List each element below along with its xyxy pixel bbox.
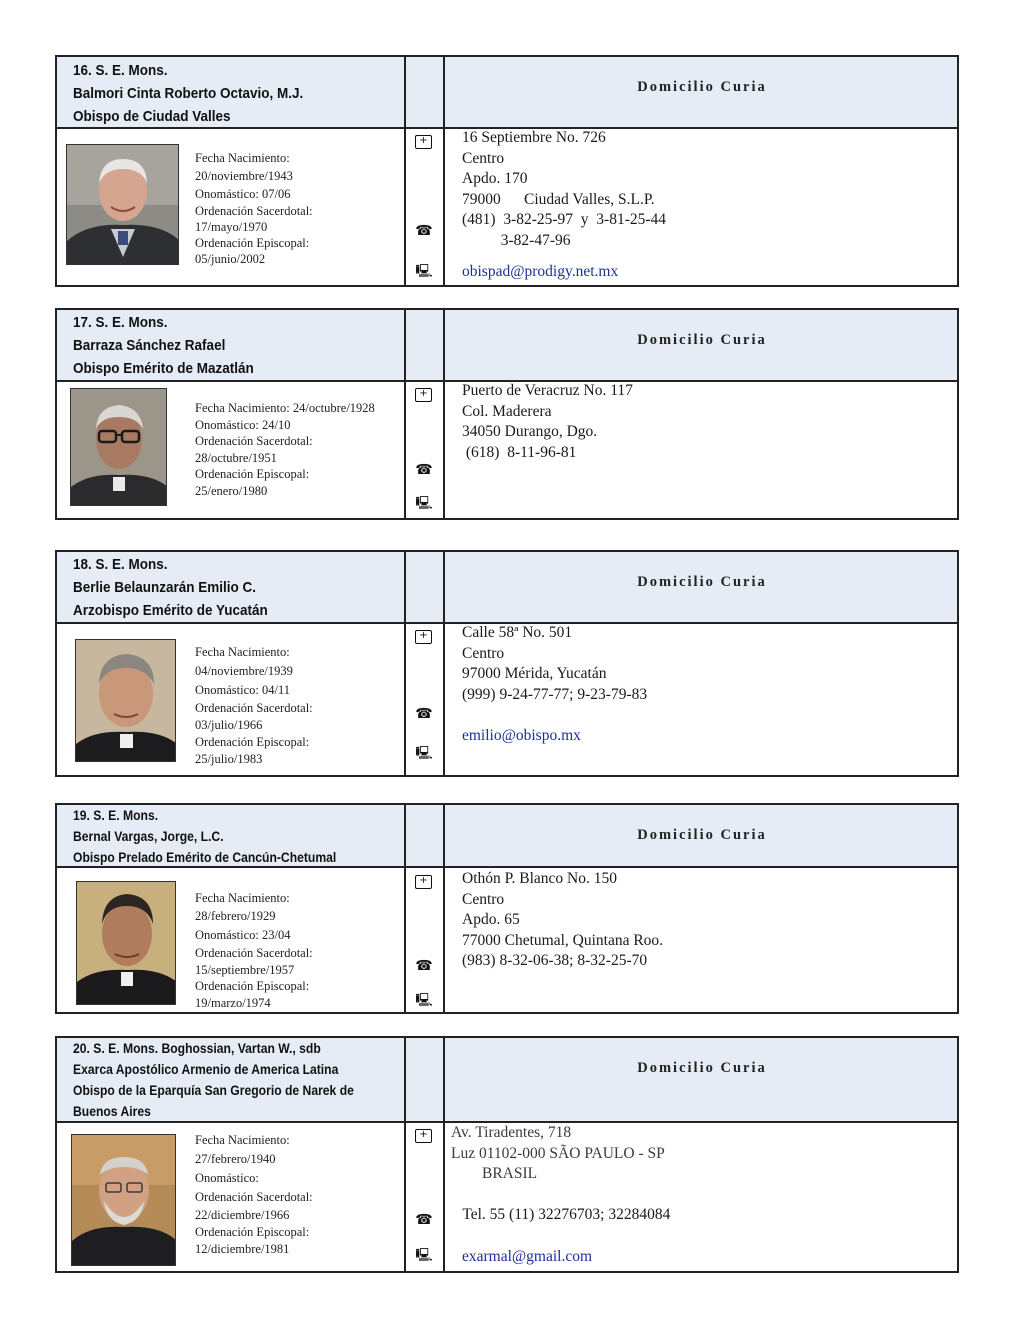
bishop-entry-20: [55, 1036, 959, 1273]
bishop-title: Exarca Apostólico Armenio de America Latina: [73, 1062, 339, 1077]
bishop-title: Obispo de la Eparquía San Gregorio de Narek de: [73, 1083, 354, 1098]
ordination-bishop-label: Ordenación Episcopal:: [195, 979, 310, 993]
ordination-priest-label: Ordenación Sacerdotal:: [195, 1189, 313, 1204]
entry-number: 19. S. E. Mons.: [73, 808, 159, 823]
domicilio-label: Domicilio Curia: [637, 332, 767, 348]
bishop-name: Berlie Belaunzarán Emilio C.: [73, 579, 257, 596]
address-line: Col. Maderera: [462, 402, 552, 420]
phone-numbers: 3-82-47-96: [462, 231, 571, 249]
bishop-name: Balmori Cinta Roberto Octavio, M.J.: [73, 85, 304, 102]
portrait-image: [67, 145, 179, 265]
ordination-priest-date: 28/octubre/1951: [195, 450, 277, 465]
bishop-entry-17: [55, 308, 959, 520]
onomastico: Onomástico: 24/10: [195, 417, 291, 432]
divider: [404, 1038, 406, 1271]
ordination-priest-label: Ordenación Sacerdotal:: [195, 700, 313, 715]
ordination-bishop-date: 19/marzo/1974: [195, 995, 271, 1010]
birth-date: 27/febrero/1940: [195, 1151, 276, 1166]
address-block: [462, 623, 647, 747]
address-line: Calle 58ª No. 501: [462, 624, 573, 641]
onomastico: Onomástico: 07/06: [195, 187, 291, 201]
divider: [443, 57, 445, 285]
address-line: Centro: [462, 890, 505, 908]
address-block: [462, 869, 663, 972]
bishop-title: Arzobispo Emérito de Yucatán: [73, 602, 268, 619]
computer-icon: 🖳: [415, 264, 433, 279]
address-line: 16 Septiembre No. 726: [462, 129, 606, 146]
divider: [443, 1038, 445, 1271]
phone-numbers: (481) 3-82-25-97 y 3-81-25-44: [462, 211, 667, 229]
ordination-bishop-label: Ordenación Episcopal:: [195, 1225, 310, 1239]
entry-header: [57, 310, 957, 382]
ordination-priest-date: 22/diciembre/1966: [195, 1208, 290, 1222]
ordination-priest-date: 03/julio/1966: [195, 717, 263, 732]
phone-icon: ☎: [415, 706, 433, 722]
mail-icon: +: [415, 875, 432, 889]
onomastico: Onomástico: 04/11: [195, 682, 291, 697]
divider: [443, 552, 445, 775]
birth-date-label: Fecha Nacimiento:: [195, 891, 290, 905]
mail-icon: +: [415, 1129, 432, 1143]
divider: [443, 310, 445, 518]
phone-icon: ☎: [415, 223, 433, 239]
domicilio-label: Domicilio Curia: [637, 1060, 767, 1076]
phone-numbers: (618) 8-11-96-81: [462, 443, 577, 461]
bio-details: [195, 400, 375, 499]
portrait-image: [72, 1135, 176, 1266]
entry-header: [57, 552, 957, 624]
onomastico: Onomástico:: [195, 1170, 259, 1185]
domicilio-label: Domicilio Curia: [637, 827, 767, 843]
domicilio-label: Domicilio Curia: [637, 574, 767, 590]
address-line: 34050 Durango, Dgo.: [462, 423, 598, 441]
address-line: Centro: [462, 644, 505, 662]
mail-icon: +: [415, 135, 432, 149]
bio-details: [195, 1131, 313, 1258]
birth-date-label: Fecha Nacimiento:: [195, 151, 290, 165]
bishop-title: Obispo de Ciudad Valles: [73, 108, 231, 125]
entry-number: 18. S. E. Mons.: [73, 556, 168, 573]
address-line: 79000 Ciudad Valles, S.L.P.: [462, 190, 655, 208]
bishop-title: Buenos Aires: [73, 1104, 151, 1119]
email-link[interactable]: obispad@prodigy.net.mx: [462, 262, 619, 280]
birth-date: Fecha Nacimiento: 24/octubre/1928: [195, 401, 375, 415]
phone-numbers: (983) 8-32-06-38; 8-32-25-70: [462, 952, 648, 970]
ordination-bishop-date: 25/enero/1980: [195, 483, 268, 498]
entry-title: [73, 59, 303, 128]
blank-line: [462, 705, 647, 726]
entry-header: [57, 805, 957, 868]
computer-icon: 🖳: [415, 993, 433, 1008]
address-line: Puerto de Veracruz No. 117: [462, 382, 633, 399]
address-block: [462, 128, 666, 282]
mail-icon: +: [415, 388, 432, 402]
bishop-photo: [76, 881, 176, 1005]
blank-line: [451, 1185, 670, 1206]
birth-date-label: Fecha Nacimiento:: [195, 1133, 290, 1147]
bio-details: [195, 889, 313, 1011]
ordination-priest-label: Ordenación Sacerdotal:: [195, 946, 313, 960]
ordination-bishop-label: Ordenación Episcopal:: [195, 467, 310, 481]
address-line: 97000 Mérida, Yucatán: [462, 665, 607, 683]
phone-numbers: (999) 9-24-77-77; 9-23-79-83: [462, 685, 648, 703]
ordination-priest-label: Ordenación Sacerdotal:: [195, 204, 313, 218]
bishop-photo: [71, 1134, 176, 1266]
ordination-bishop-label: Ordenación Episcopal:: [195, 236, 310, 250]
address-line: Apdo. 170: [462, 170, 528, 188]
phone-icon: ☎: [415, 1212, 433, 1228]
address-line: Othón P. Blanco No. 150: [462, 870, 617, 887]
address-line: Apdo. 65: [462, 911, 520, 929]
address-line: BRASIL: [451, 1165, 538, 1183]
bishop-photo: [70, 388, 167, 506]
divider: [404, 805, 406, 1012]
address-line: 77000 Chetumal, Quintana Roo.: [462, 931, 664, 949]
entry-title: [73, 1038, 354, 1122]
birth-date: 28/febrero/1929: [195, 909, 276, 923]
entry-number: 20. S. E. Mons. Boghossian, Vartan W., sdb: [73, 1041, 321, 1056]
address-line: Luz 01102-000 SÃO PAULO - SP: [451, 1144, 665, 1162]
entry-title: [73, 553, 268, 622]
divider: [404, 552, 406, 775]
birth-date: 20/noviembre/1943: [195, 169, 293, 183]
ordination-bishop-date: 05/junio/2002: [195, 252, 266, 266]
divider: [404, 310, 406, 518]
address-block: [462, 381, 633, 463]
mail-icon: +: [415, 630, 432, 644]
bio-details: [195, 149, 313, 267]
bishop-photo: [75, 639, 176, 762]
bishop-title: Obispo Emérito de Mazatlán: [73, 360, 254, 377]
bishop-entry-19: [55, 803, 959, 1014]
entry-title: [73, 805, 336, 868]
domicilio-label: Domicilio Curia: [637, 79, 767, 95]
email-link[interactable]: emilio@obispo.mx: [462, 726, 581, 744]
computer-icon: 🖳: [415, 496, 433, 511]
onomastico: Onomástico: 23/04: [195, 928, 291, 942]
computer-icon: 🖳: [415, 746, 433, 761]
computer-icon: 🖳: [415, 1248, 433, 1263]
divider: [443, 805, 445, 1012]
address-block: [451, 1123, 670, 1267]
bishop-title: Obispo Prelado Emérito de Cancún-Chetumal: [73, 850, 337, 865]
ordination-priest-label: Ordenación Sacerdotal:: [195, 434, 313, 448]
ordination-bishop-label: Ordenación Episcopal:: [195, 734, 310, 749]
divider: [404, 57, 406, 285]
portrait-image: [77, 882, 176, 1005]
ordination-bishop-date: 12/diciembre/1981: [195, 1242, 290, 1256]
address-line: Av. Tiradentes, 718: [451, 1124, 572, 1141]
entry-title: [73, 311, 254, 380]
entry-number: 16. S. E. Mons.: [73, 62, 168, 79]
address-line: Centro: [462, 149, 505, 167]
birth-date: 04/noviembre/1939: [195, 663, 293, 678]
bishop-entry-18: [55, 550, 959, 777]
ordination-bishop-date: 25/julio/1983: [195, 751, 263, 766]
ordination-priest-date: 17/mayo/1970: [195, 220, 268, 234]
entry-header: [57, 1038, 957, 1123]
entry-header: [57, 57, 957, 129]
phone-icon: ☎: [415, 462, 433, 478]
bishop-name: Bernal Vargas, Jorge, L.C.: [73, 829, 224, 844]
bishop-photo: [66, 144, 179, 265]
bio-details: [195, 644, 313, 768]
bishop-name: Barraza Sánchez Rafael: [73, 337, 226, 354]
phone-numbers: Tel. 55 (11) 32276703; 32284084: [451, 1206, 671, 1224]
portrait-image: [76, 640, 176, 762]
portrait-image: [71, 389, 167, 506]
entry-number: 17. S. E. Mons.: [73, 314, 168, 331]
bishop-entry-16: [55, 55, 959, 287]
birth-date-label: Fecha Nacimiento:: [195, 645, 290, 659]
phone-icon: ☎: [415, 958, 433, 974]
ordination-priest-date: 15/septiembre/1957: [195, 962, 295, 977]
blank-line: [451, 1226, 670, 1247]
email-link[interactable]: exarmal@gmail.com: [462, 1247, 593, 1265]
